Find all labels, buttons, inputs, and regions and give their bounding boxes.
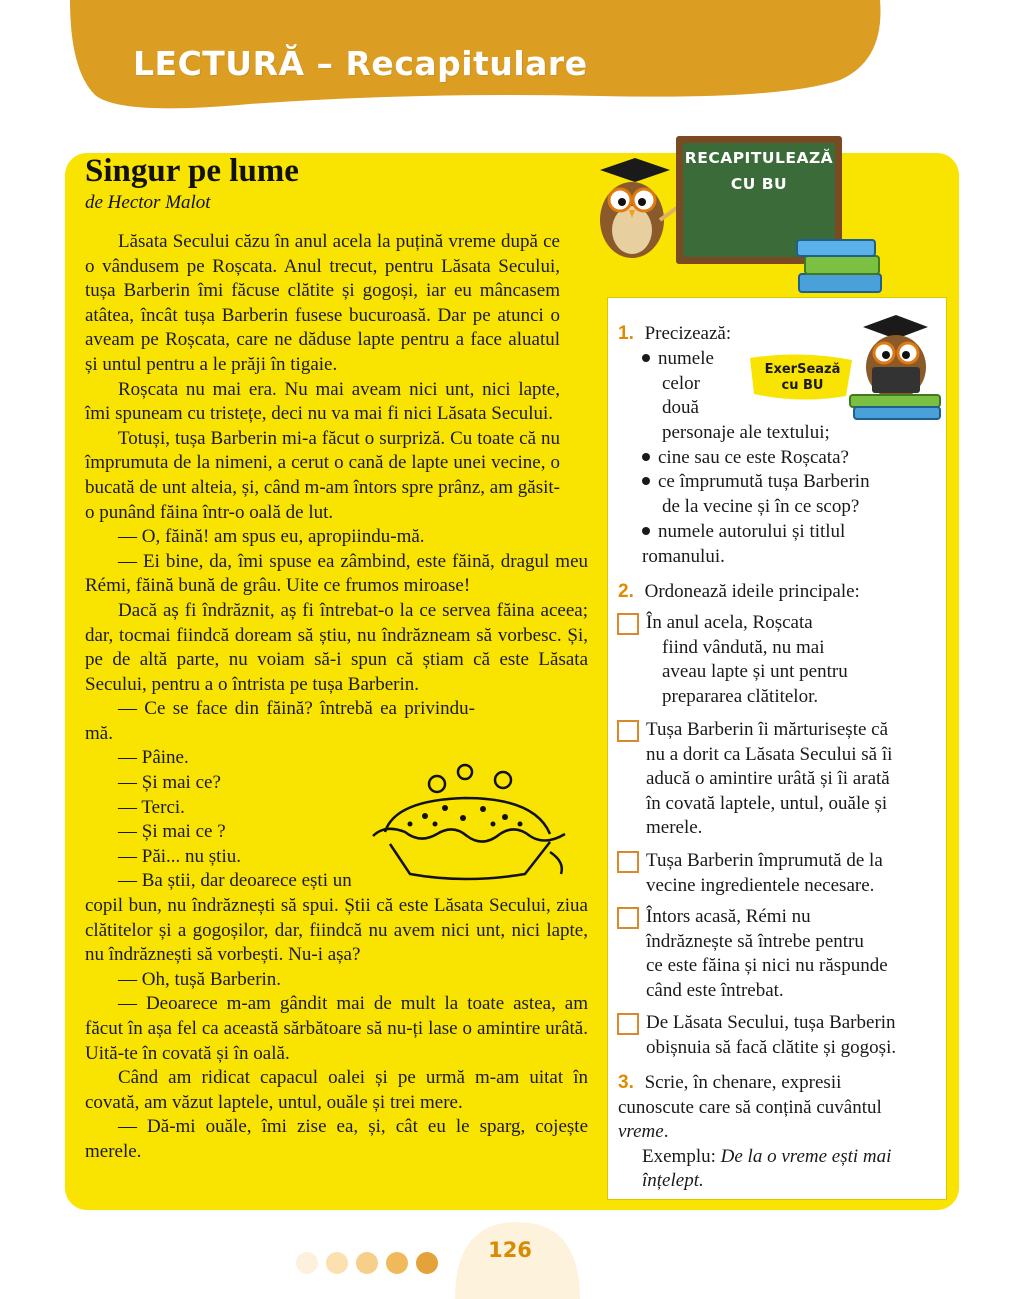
idea-line: Tușa Barberin îi mărturisește că (646, 719, 889, 740)
paragraph: — Și mai ce? (118, 772, 221, 794)
page-title: LECTURĂ – Recapitulare (133, 44, 588, 83)
punctuation: . (663, 1121, 669, 1143)
order-checkbox[interactable] (617, 720, 639, 742)
example-text: înțelept. (642, 1170, 704, 1192)
decor-dot (386, 1252, 408, 1274)
idea-line: Întors acasă, Rémi nu (646, 906, 811, 927)
highlight-word: vreme (618, 1121, 664, 1143)
bullet-icon (642, 477, 650, 485)
paragraph: — Pâine. (118, 747, 189, 769)
exers-badge (755, 362, 850, 394)
idea-item (646, 611, 848, 709)
idea-line: nu a dorit ca Lăsata Secului să îi (646, 743, 893, 765)
exercise-2-heading (618, 580, 860, 605)
story-text (85, 230, 588, 1165)
bullet-icon (642, 527, 650, 535)
bullet-item (642, 520, 845, 545)
paragraph: Când am ridicat capacul oalei și pe urmă m-am uitat în covată, am văzut laptele, untul, ouăle și trei mere. (85, 1067, 588, 1113)
idea-line: prepararea clătitelor. (662, 685, 819, 707)
bullet-text: de la vecine și în ce scop? (662, 496, 860, 517)
example-label: Exemplu: (642, 1145, 716, 1167)
recap-line-1: RECAPITULEAZĂ (684, 149, 834, 167)
recap-badge (680, 145, 838, 197)
paragraph: — Păi... nu știu. (118, 845, 241, 867)
paragraph: — Terci. (118, 796, 185, 818)
paragraph: — O, făină! am spus eu, apropiindu-mă. (118, 526, 425, 548)
bullet-text: cine sau ce este Roșcata? (658, 447, 849, 468)
exercise-number: 1. (618, 323, 634, 344)
decor-dot (296, 1252, 318, 1274)
exercise-number: 2. (618, 581, 634, 602)
exercise-number: 3. (618, 1072, 634, 1093)
story-author: de Hector Malot (85, 192, 211, 213)
exers-line-2: cu BU (781, 378, 824, 393)
idea-line: De Lăsata Secului, tușa Barberin (646, 1012, 896, 1033)
bullet-text: numele (658, 348, 714, 369)
bullet-text: celor (662, 373, 700, 394)
paragraph: — Ba știi, dar deoarece ești un (118, 870, 352, 892)
idea-line: Tușa Barberin împrumută de la (646, 850, 883, 871)
exers-line-1: ExerSează (764, 362, 841, 377)
order-checkbox[interactable] (617, 851, 639, 873)
idea-line: ce este făina și nici nu răspunde (646, 955, 888, 977)
exercise-text: Scrie, în chenare, expresii (644, 1072, 842, 1093)
paragraph: — Ei bine, da, îmi spuse ea zâmbind, este făină, dragul meu Rémi, făină bună de grâu. Uite ce frumos miroase! (85, 550, 588, 597)
bullet-item (642, 446, 849, 471)
bullet-icon (642, 453, 650, 461)
idea-line: În anul acela, Roșcata (646, 612, 813, 633)
bullet-item (642, 470, 870, 495)
story-title: Singur pe lume (85, 153, 299, 189)
exercise-title: Ordonează ideile principale: (644, 581, 860, 602)
paragraph: Roșcata nu mai era. Nu mai aveam nici unt, nici lapte, îmi spuneam cu tristețe, deci nu va mai fi nici Lăsata Secului. (85, 378, 560, 425)
exercise-title: Precizează: (644, 323, 732, 344)
owl-teacher-icon (580, 150, 690, 270)
order-checkbox[interactable] (617, 613, 639, 635)
paragraph: — Deoarece m-am gândit mai de mult la toate astea, am făcut în așa fel ca această sărbătoare să nu-ți lase o amintire urâtă. Uită-te în covată și în oală. (85, 993, 588, 1064)
pie-illustration (365, 762, 575, 887)
bullet-item (642, 347, 714, 372)
bullet-text: ce împrumută tușa Barberin (658, 471, 870, 492)
idea-line: fiind vândută, nu mai (662, 636, 825, 658)
paragraph: — Și mai ce ? (118, 821, 226, 843)
idea-item (646, 849, 883, 898)
paragraph: Lăsata Secului căzu în anul acela la puțină vreme după ce o vândusem pe Roșcata. Anul trecut, pentru Lăsata Secului, tușa Barberin îmi făcuse clătite și gogoși, iar eu mâncasem atâtea, încât tușa Barberin fusese bucuroasă. Dar pe atunci o aveam pe Roșcata, care ne dăduse lapte pentru a face aluatul și untul pentru a le prăji în tigaie. (85, 231, 560, 375)
bullet-text: personaje ale textului; (662, 422, 830, 443)
paragraph: — Dă-mi ouăle, îmi zise ea, și, cât eu le sparg, cojește merele. (85, 1116, 588, 1162)
idea-item (646, 718, 892, 841)
decor-dot (326, 1252, 348, 1274)
decor-dot (356, 1252, 378, 1274)
idea-line: obișnuia să facă clătite și gogoși. (646, 1036, 897, 1058)
page-number: 126 (488, 1238, 532, 1262)
bullet-text: două (662, 397, 699, 418)
books-icon (795, 236, 885, 296)
idea-line: aveau lapte și unt pentru (662, 661, 848, 683)
idea-item (646, 905, 888, 1003)
owl-laptop-icon (848, 305, 943, 420)
bullet-icon (642, 354, 650, 362)
paragraph: Totuși, tușa Barberin mi-a făcut o surpriză. Cu toate că nu împrumuta de la nimeni, a cerut o cană de lapte unei vecine, o bucată de unt alteia, și, când m-am întors spre prânz, am găsit-o punând făina într-o oală de lut. (85, 427, 560, 523)
recap-line-2: CU BU (730, 175, 788, 193)
exercise-1-heading (618, 322, 731, 347)
exercise-text: cunoscute care să conțină cuvântul (618, 1096, 882, 1118)
paragraph: — Ce se face din făină? întrebă ea privindu-mă. (85, 698, 475, 744)
order-checkbox[interactable] (617, 907, 639, 929)
idea-line: în covată laptele, untul, ouăle și (646, 792, 888, 814)
idea-item (646, 1011, 896, 1060)
idea-line: vecine ingredientele necesare. (646, 874, 875, 896)
idea-line: merele. (646, 817, 703, 839)
idea-line: când este întrebat. (646, 979, 784, 1001)
idea-line: îndrăznește să întrebe pentru (646, 930, 864, 952)
bullet-text: numele autorului și titlul (658, 521, 846, 542)
bullet-text: romanului. (642, 546, 725, 567)
decor-dot (416, 1252, 438, 1274)
idea-line: aducă o amintire urâtă și îi arată (646, 768, 890, 790)
example-text: De la o vreme ești mai (720, 1145, 892, 1167)
order-checkbox[interactable] (617, 1013, 639, 1035)
exercise-3 (618, 1071, 938, 1194)
paragraph: Dacă aș fi îndrăznit, aș fi întrebat-o la ce servea făina aceea; dar, tocmai fiindcă doream să știu, nu îndrăzneam să vorbesc. Și, pe de altă parte, nu voiam să-i spun că știam că este Lăsata Secului, pentru a o întrista pe tușa Barberin. (85, 599, 588, 695)
paragraph: — Oh, tușă Barberin. (118, 968, 282, 990)
paragraph: copil bun, nu îndrăznești să spui. Știi că este Lăsata Secului, ziua clătitelor și a gogoșilor, dar, fiindcă nu avem nici unt, nici lapte, nu îndrăznești să vorbești. Nu-i așa? (85, 895, 588, 966)
